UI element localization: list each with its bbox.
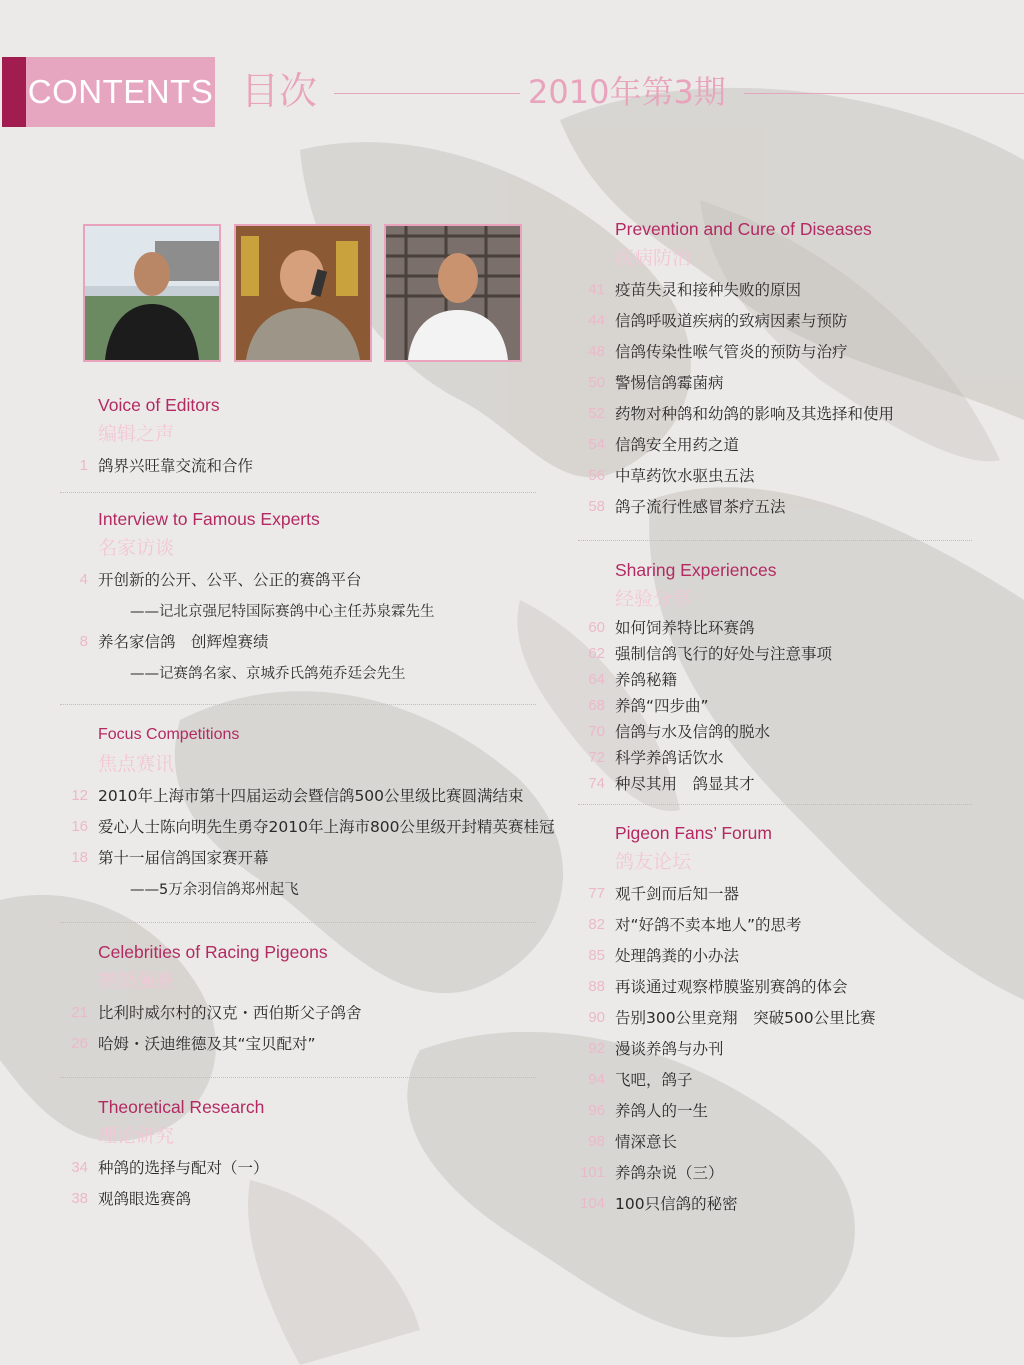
page-number: 38 [71, 1190, 88, 1207]
toc-entry[interactable] [71, 997, 362, 1028]
entry-title: 第十一届信鸽国家赛开幕 [98, 849, 269, 867]
page-number: 101 [579, 1164, 605, 1181]
portrait-photo-1 [83, 224, 221, 362]
entry-title: 开创新的公开、公平、公正的赛鸽平台 [98, 571, 362, 589]
toc-entry[interactable] [588, 667, 832, 693]
toc-entry[interactable] [71, 1183, 269, 1214]
toc-entry[interactable] [579, 1188, 876, 1219]
entry-title: 如何饲养特比环赛鸽 [615, 619, 755, 637]
section-divider [578, 804, 972, 805]
page-number: 54 [588, 436, 605, 453]
entry-title: 再谈通过观察栉膜鉴别赛鸽的体会 [615, 978, 848, 996]
entry-title: 2010年上海市第十四届运动会暨信鸽500公里级比赛圆满结束 [98, 787, 524, 805]
page-number: 98 [588, 1133, 605, 1150]
section-title-en: Voice of Editors [98, 395, 220, 415]
page-number: 104 [579, 1195, 605, 1212]
page-number: 88 [588, 978, 605, 995]
page-number: 50 [588, 374, 605, 391]
page-number: 18 [71, 849, 88, 866]
page-number: 82 [588, 916, 605, 933]
entry-title: 鸽界兴旺靠交流和合作 [98, 457, 254, 475]
toc-entry[interactable] [588, 367, 894, 398]
entry-title: 种尽其用 鸽显其才 [615, 775, 755, 793]
toc-entry[interactable] [588, 336, 894, 367]
section-celebrities [71, 939, 362, 1059]
toc-entry-subtitle [98, 657, 435, 688]
entry-title: 养鸽秘籍 [615, 671, 678, 689]
toc-entry-subtitle [98, 873, 555, 904]
section-voice-of-editors [79, 392, 254, 481]
entry-title: 飞吧，鸽子 [615, 1071, 693, 1089]
entry-title: 爱心人士陈向明先生勇夺2010年上海市800公里级开封精英赛桂冠 [98, 818, 555, 836]
entry-title: 处理鸽粪的小办法 [615, 947, 740, 965]
toc-entry[interactable] [71, 1152, 269, 1183]
entry-title: 情深意长 [615, 1133, 678, 1151]
section-pigeon-fans-forum [579, 820, 876, 1219]
section-prevention-diseases [588, 216, 895, 522]
section-divider [60, 922, 536, 923]
toc-entry[interactable] [588, 771, 832, 797]
section-title-cn: 理论研究 [98, 1125, 175, 1147]
entry-title: 哈姆・沃迪维德及其“宝贝配对” [98, 1035, 316, 1053]
entry-subtitle: ——记北京强尼特国际赛鸽中心主任苏泉霖先生 [130, 604, 435, 620]
entry-title: 种鸽的选择与配对（一） [98, 1159, 269, 1177]
toc-entry[interactable] [588, 745, 832, 771]
toc-entry[interactable] [588, 1002, 876, 1033]
page-number: 41 [588, 281, 605, 298]
section-title-en: Celebrities of Racing Pigeons [98, 942, 328, 962]
entry-title: 中草药饮水驱虫五法 [615, 467, 755, 485]
entry-title: 养鸽“四步曲” [615, 697, 709, 715]
page-number: 62 [588, 645, 605, 662]
header-rule-right [744, 93, 1024, 94]
toc-entry[interactable] [588, 641, 833, 667]
page-number: 90 [588, 1009, 605, 1026]
entry-title: 强制信鸽飞行的好处与注意事项 [615, 645, 833, 663]
toc-entry[interactable] [579, 1157, 876, 1188]
header-accent-bar [2, 57, 26, 127]
portrait-photo-2 [234, 224, 372, 362]
page-number: 72 [588, 749, 605, 766]
entry-title: 养名家信鸽 创辉煌赛绩 [98, 633, 269, 651]
entry-title: 养鸽人的一生 [615, 1102, 709, 1120]
toc-entry[interactable] [588, 429, 894, 460]
toc-entry[interactable] [588, 460, 894, 491]
toc-entry[interactable] [71, 1028, 362, 1059]
page-number: 68 [588, 697, 605, 714]
page-number: 64 [588, 671, 605, 688]
section-title-en: Focus Competitions [98, 726, 240, 743]
toc-entry[interactable] [588, 940, 876, 971]
toc-entry[interactable] [71, 780, 555, 811]
toc-entry[interactable] [588, 878, 876, 909]
page-number: 56 [588, 467, 605, 484]
entry-title: 信鸽传染性喉气管炎的预防与治疗 [615, 343, 848, 361]
entry-title: 告别300公里竞翔 突破500公里比赛 [615, 1009, 876, 1027]
section-title-en: Theoretical Research [98, 1097, 265, 1117]
section-divider [60, 492, 536, 493]
entry-title: 疫苗失灵和接种失败的原因 [615, 281, 802, 299]
header-rule-left [334, 93, 520, 94]
page-number: 77 [588, 885, 605, 902]
section-divider [578, 540, 972, 541]
section-focus-competitions [71, 722, 555, 904]
toc-entry[interactable] [79, 626, 435, 657]
page-number: 96 [588, 1102, 605, 1119]
page-number: 12 [71, 787, 88, 804]
entry-title: 比利时威尔村的汉克・西伯斯父子鸽舍 [98, 1004, 362, 1022]
toc-entry[interactable] [588, 615, 832, 641]
entry-title: 100只信鸽的秘密 [615, 1195, 738, 1213]
page-number: 16 [71, 818, 88, 835]
portrait-photo-3 [384, 224, 522, 362]
page-number: 34 [71, 1159, 88, 1176]
page-number: 85 [588, 947, 605, 964]
page-number: 1 [79, 457, 88, 474]
toc-entry[interactable] [588, 909, 876, 940]
section-sharing-experiences [588, 557, 833, 797]
section-interview-experts [79, 506, 435, 688]
toc-entry[interactable] [588, 1033, 876, 1064]
section-divider [60, 1077, 536, 1078]
section-title-cn: 鸽友论坛 [615, 851, 692, 873]
entry-subtitle: ——记赛鸽名家、京城乔氏鸽苑乔廷会先生 [130, 666, 406, 682]
section-title-en: Interview to Famous Experts [98, 509, 320, 529]
toc-entry[interactable] [71, 811, 555, 842]
section-title-en: Prevention and Cure of Diseases [615, 219, 872, 239]
page-number: 94 [588, 1071, 605, 1088]
header-bar [0, 57, 1024, 127]
toc-entry[interactable] [588, 398, 895, 429]
page-number: 26 [71, 1035, 88, 1052]
page-number: 52 [588, 405, 605, 422]
toc-entry[interactable] [71, 842, 555, 873]
toc-entry[interactable] [588, 1126, 876, 1157]
entry-title: 养鸽杂说（三） [615, 1164, 724, 1182]
page-number: 92 [588, 1040, 605, 1057]
page-number: 48 [588, 343, 605, 360]
toc-entry-subtitle [98, 595, 435, 626]
entry-title: 信鸽与水及信鸽的脱水 [615, 723, 771, 741]
entry-subtitle: ——5万余羽信鸽郑州起飞 [130, 882, 299, 898]
section-title-cn: 编辑之声 [98, 423, 175, 445]
page-number: 74 [588, 775, 605, 792]
issue-label: 2010年第3期 [528, 73, 726, 111]
toc-entry[interactable] [79, 450, 254, 481]
toc-entry[interactable] [588, 719, 832, 745]
entry-title: 科学养鸽话饮水 [615, 749, 724, 767]
page-number: 21 [71, 1004, 88, 1021]
section-title-cn: 焦点赛讯 [98, 753, 175, 775]
section-title-cn: 名家访谈 [98, 537, 175, 559]
entry-title: 鸽子流行性感冒茶疗五法 [615, 498, 786, 516]
entry-title: 药物对种鸽和幼鸽的影响及其选择和使用 [615, 405, 895, 423]
section-title-cn: 经验分享 [615, 588, 692, 610]
section-title-cn: 赛鸽强豪 [98, 970, 175, 992]
section-title-en: Sharing Experiences [615, 560, 777, 580]
section-divider [60, 704, 536, 705]
page-number: 58 [588, 498, 605, 515]
entry-title: 观千剑而后知一器 [615, 885, 740, 903]
toc-entry[interactable] [588, 274, 894, 305]
page-number: 60 [588, 619, 605, 636]
toc-entry[interactable] [588, 971, 876, 1002]
entry-title: 信鸽呼吸道疾病的致病因素与预防 [615, 312, 848, 330]
section-theoretical-research [71, 1094, 269, 1214]
page-number: 4 [79, 571, 88, 588]
entry-title: 漫谈养鸽与办刊 [615, 1040, 724, 1058]
section-title-cn: 疾病防治 [615, 247, 692, 269]
toc-entry[interactable] [588, 1064, 876, 1095]
page-number: 70 [588, 723, 605, 740]
contents-label: CONTENTS [26, 57, 215, 127]
entry-title: 对“好鸽不卖本地人”的思考 [615, 916, 802, 934]
mulu-label: 目次 [241, 69, 318, 113]
entry-title: 警惕信鸽霉菌病 [615, 374, 724, 392]
entry-title: 观鸽眼选赛鸽 [98, 1190, 192, 1208]
toc-entry[interactable] [588, 693, 832, 719]
toc-entry[interactable] [588, 1095, 876, 1126]
section-title-en: Pigeon Fans’ Forum [615, 823, 772, 843]
page-number: 8 [79, 633, 88, 650]
page-number: 44 [588, 312, 605, 329]
entry-title: 信鸽安全用药之道 [615, 436, 740, 454]
toc-entry[interactable] [79, 564, 435, 595]
toc-entry[interactable] [588, 491, 894, 522]
toc-entry[interactable] [588, 305, 894, 336]
